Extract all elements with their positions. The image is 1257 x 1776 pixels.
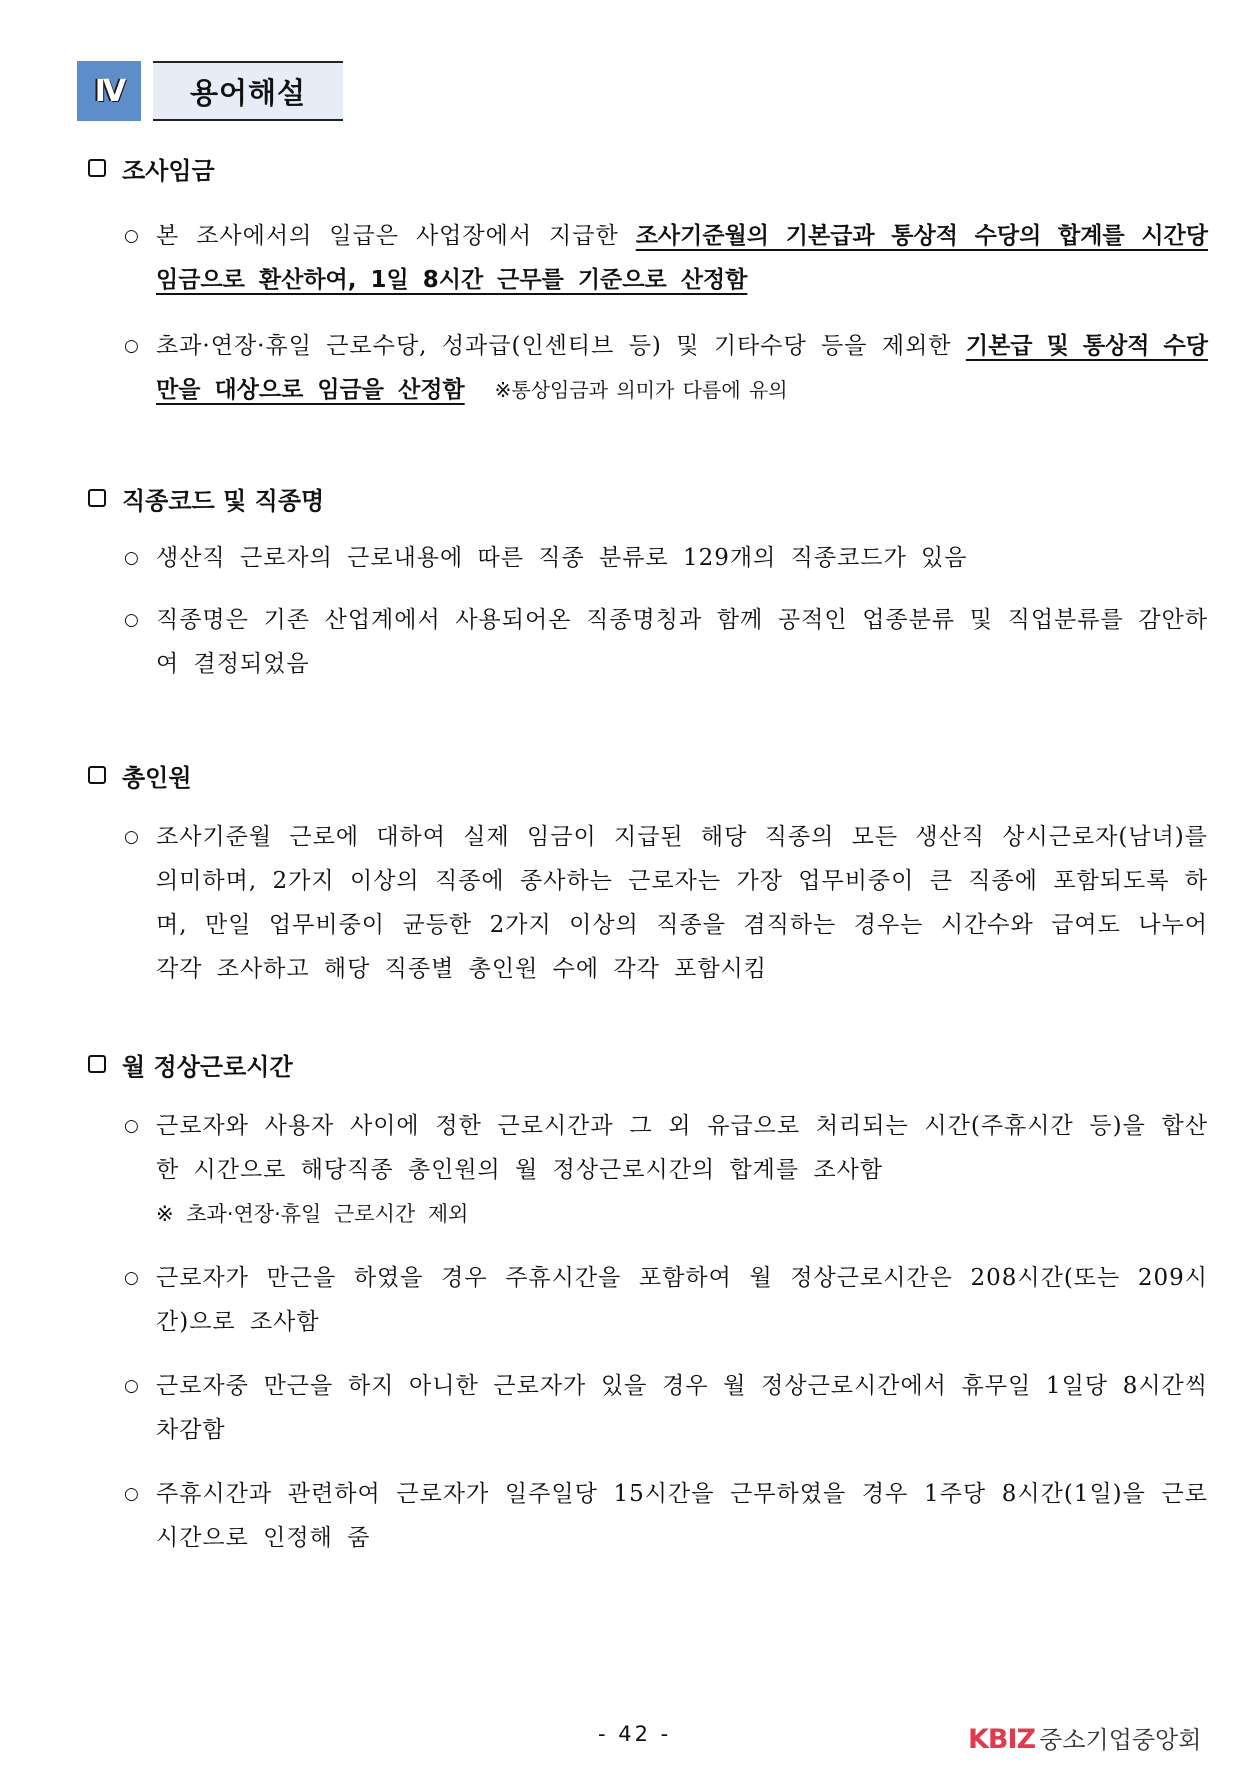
circle-bullet-icon: ○	[124, 1484, 140, 1504]
circle-bullet-icon: ○	[124, 1376, 140, 1396]
square-bullet-icon	[88, 489, 106, 507]
body-text: 직종명은 기존 산업계에서 사용되어온 직종명칭과 함께 공적인 업종분류 및 직업분류를 감안하여 결정되었음	[156, 607, 1208, 677]
section-heading	[88, 478, 1208, 518]
square-bullet-icon	[88, 1055, 106, 1073]
square-bullet-icon	[88, 766, 106, 784]
section-job-code	[88, 478, 1208, 686]
list-item	[88, 1472, 1208, 1560]
section-survey-wage	[88, 148, 1208, 412]
circle-bullet-icon: ○	[124, 548, 140, 568]
body-text: 근로자중 만근을 하지 아니한 근로자가 있을 경우 월 정상근로시간에서 휴무일 1일당 8시간씩 차감함	[156, 1373, 1208, 1443]
list-item	[88, 214, 1208, 302]
list-item	[88, 536, 1208, 580]
emphasis-text: 기본급 및 통상적 수당만을 대상으로 임금을 산정함	[156, 333, 1208, 403]
section-heading-text: 월 정상근로시간	[122, 1052, 293, 1081]
chapter-header	[77, 61, 343, 121]
section-monthly-hours	[88, 1044, 1208, 1560]
section-heading	[88, 148, 1208, 188]
chapter-title: 용어해설	[153, 61, 343, 121]
section-heading-text: 총인원	[122, 763, 192, 792]
section-heading-text: 조사임금	[122, 156, 215, 185]
chapter-number-badge: IV	[77, 61, 141, 121]
list-item	[88, 598, 1208, 686]
body-text: 근로자가 만근을 하였을 경우 주휴시간을 포함하여 월 정상근로시간은 208시간(또는 209시간)으로 조사함	[156, 1265, 1209, 1335]
page-number: - 42 -	[598, 1722, 672, 1746]
section-heading-text: 직종코드 및 직종명	[122, 486, 325, 515]
section-total-workers	[88, 755, 1208, 991]
body-text: 조사기준월 근로에 대하여 실제 임금이 지급된 해당 직종의 모든 생산직 상시근로자(남녀)를 의미하며, 2가지 이상의 직종에 종사하는 근로자는 가장 업무비중이 큰 직종에 포함되도록 하며, 만일 업무비중이 균등한 2가지 이상의 직종을 겸직하는 경우는 시간수와 급여도 나누어 각각 조사하고 해당 직종별 총인원 수에 각각 포함시킴	[156, 824, 1208, 982]
list-item	[88, 324, 1208, 412]
circle-bullet-icon: ○	[124, 827, 140, 847]
logo-name: 중소기업중앙회	[1039, 1726, 1202, 1754]
emphasis-text: 조사기준월의 기본급과 통상적 수당의 합계를 시간당 임금으로 환산하여, 1일 8시간 근무를 기준으로 산정함	[156, 223, 1208, 293]
body-text: 근로자와 사용자 사이에 정한 근로시간과 그 외 유급으로 처리되는 시간(주휴시간 등)을 합산한 시간으로 해당직종 총인원의 월 정상근로시간의 합계를 조사함	[156, 1113, 1208, 1183]
note-text: ※ 초과·연장·휴일 근로시간 제외	[156, 1202, 469, 1226]
body-text: 주휴시간과 관련하여 근로자가 일주일당 15시간을 근무하였을 경우 1주당 8시간(1일)을 근로시간으로 인정해 줌	[156, 1481, 1208, 1551]
body-text: 본 조사에서의 일급은 사업장에서 지급한	[156, 223, 636, 249]
circle-bullet-icon: ○	[124, 610, 140, 630]
body-text: 생산직 근로자의 근로내용에 따른 직종 분류로 129개의 직종코드가 있음	[156, 545, 968, 571]
circle-bullet-icon: ○	[124, 1116, 140, 1136]
list-item	[88, 815, 1208, 991]
list-item	[88, 1256, 1208, 1344]
body-text: 초과·연장·휴일 근로수당, 성과급(인센티브 등) 및 기타수당 등을 제외한	[156, 333, 966, 359]
list-item	[88, 1104, 1208, 1236]
circle-bullet-icon: ○	[124, 336, 140, 356]
note-text: ※통상임금과 의미가 다름에 유의	[494, 378, 788, 402]
square-bullet-icon	[88, 159, 106, 177]
kbiz-logo	[968, 1720, 1201, 1755]
logo-mark: KBIZ	[968, 1724, 1036, 1755]
circle-bullet-icon: ○	[124, 1268, 140, 1288]
circle-bullet-icon: ○	[124, 226, 140, 246]
section-heading	[88, 1044, 1208, 1084]
section-heading	[88, 755, 1208, 795]
list-item	[88, 1364, 1208, 1452]
